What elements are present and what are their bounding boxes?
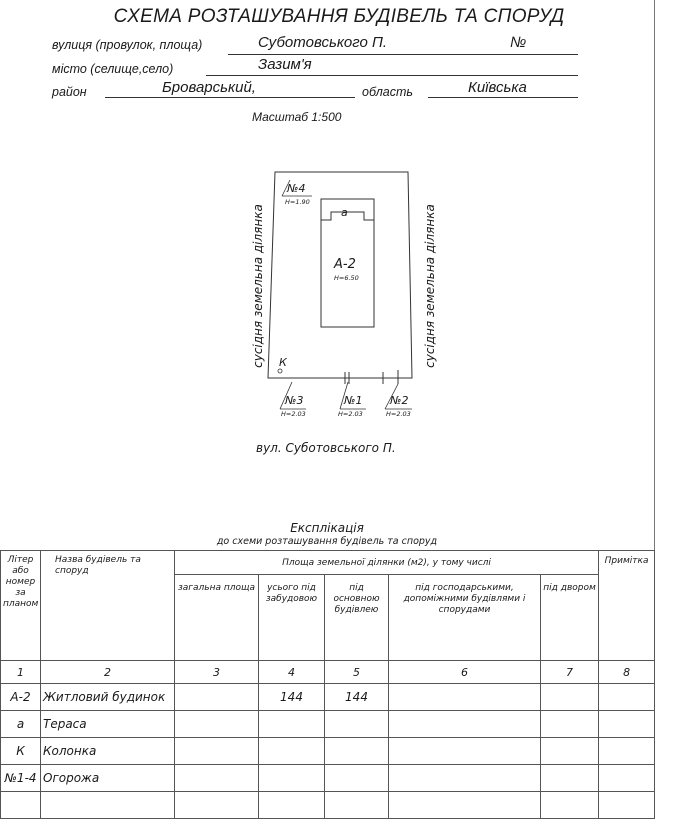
street-value: Суботовського П.	[258, 34, 388, 51]
fence-3-height: H=2.03	[281, 410, 306, 418]
fence-2-height: H=2.03	[386, 410, 411, 418]
col-number: 1	[1, 661, 41, 684]
row-built: 144	[259, 684, 325, 711]
fence-1-height: H=2.03	[338, 410, 363, 418]
header-main: під основною будівлею	[325, 575, 389, 661]
col-number: 7	[541, 661, 599, 684]
page-title: СХЕМА РОЗТАШУВАННЯ БУДІВЕЛЬ ТА СПОРУД	[113, 6, 565, 27]
header-name: Назва будівель та споруд	[41, 551, 175, 661]
row-aux	[389, 684, 541, 711]
col-number: 4	[259, 661, 325, 684]
building-id: А-2	[334, 257, 356, 272]
fence-4-label: №4	[287, 182, 306, 195]
row-yard	[541, 684, 599, 711]
row-liter: К	[1, 738, 41, 765]
row-liter: №1-4	[1, 765, 41, 792]
row-note	[599, 684, 655, 711]
col-number: 5	[325, 661, 389, 684]
row-aux	[389, 711, 541, 738]
row-total	[175, 684, 259, 711]
row-main	[325, 711, 389, 738]
fence-1-label: №1	[344, 394, 363, 407]
row-aux	[389, 738, 541, 765]
row-name: Колонка	[41, 738, 175, 765]
street-caption: вул. Суботовського П.	[256, 441, 396, 455]
header-liter: Літер або номер за планом	[1, 551, 41, 661]
district-label: район	[52, 85, 87, 99]
well-label: К	[279, 356, 287, 369]
terrace-label: а	[341, 206, 348, 219]
header-note: Примітка	[599, 551, 655, 661]
scale-label: Масштаб 1:500	[252, 110, 342, 124]
right-neighbor-label: сусідня земельна ділянка	[423, 204, 437, 368]
district-value: Броварський,	[162, 79, 256, 96]
row-main: 144	[325, 684, 389, 711]
row-yard	[541, 765, 599, 792]
col-number: 6	[389, 661, 541, 684]
row-main	[325, 765, 389, 792]
building-height: H=6.50	[334, 274, 359, 282]
table-row	[1, 738, 655, 765]
region-value: Київська	[468, 79, 527, 96]
region-label: область	[362, 85, 413, 99]
table-row	[1, 684, 655, 711]
explication-title: Експлікація	[290, 521, 364, 535]
explication-table	[0, 550, 655, 819]
row-built	[259, 711, 325, 738]
row-name: Житловий будинок	[41, 684, 175, 711]
row-liter: А-2	[1, 684, 41, 711]
header-built: усього під забудовою	[259, 575, 325, 661]
header-aux: під господарськими, допоміжними будівлями і спорудами	[389, 575, 541, 661]
row-name: Огорожа	[41, 765, 175, 792]
city-label: місто (селище,село)	[52, 62, 174, 76]
header-total: загальна площа	[175, 575, 259, 661]
row-note	[599, 711, 655, 738]
fence-3-label: №3	[285, 394, 304, 407]
row-name: Тераса	[41, 711, 175, 738]
left-neighbor-label: сусідня земельна ділянка	[251, 204, 265, 368]
row-liter: а	[1, 711, 41, 738]
row-built	[259, 765, 325, 792]
table-row	[1, 711, 655, 738]
row-yard	[541, 738, 599, 765]
row-total	[175, 765, 259, 792]
row-total	[175, 711, 259, 738]
header-area-group: Площа земельної ділянки (м2), у тому числі	[175, 551, 599, 575]
row-note	[599, 738, 655, 765]
well-marker	[278, 369, 282, 373]
fence-4-height: H=1.90	[285, 198, 310, 206]
fence-2-label: №2	[390, 394, 409, 407]
row-built	[259, 738, 325, 765]
col-number: 3	[175, 661, 259, 684]
number-label: №	[510, 34, 527, 51]
row-total	[175, 738, 259, 765]
explication-subtitle: до схеми розташування будівель та споруд	[216, 536, 438, 547]
row-main	[325, 738, 389, 765]
col-number: 2	[41, 661, 175, 684]
table-row	[1, 765, 655, 792]
city-value: Зазим'я	[258, 56, 312, 73]
row-note	[599, 765, 655, 792]
row-aux	[389, 765, 541, 792]
street-label: вулиця (провулок, площа)	[52, 38, 203, 52]
col-number: 8	[599, 661, 655, 684]
header-yard: під двором	[541, 575, 599, 661]
row-yard	[541, 711, 599, 738]
